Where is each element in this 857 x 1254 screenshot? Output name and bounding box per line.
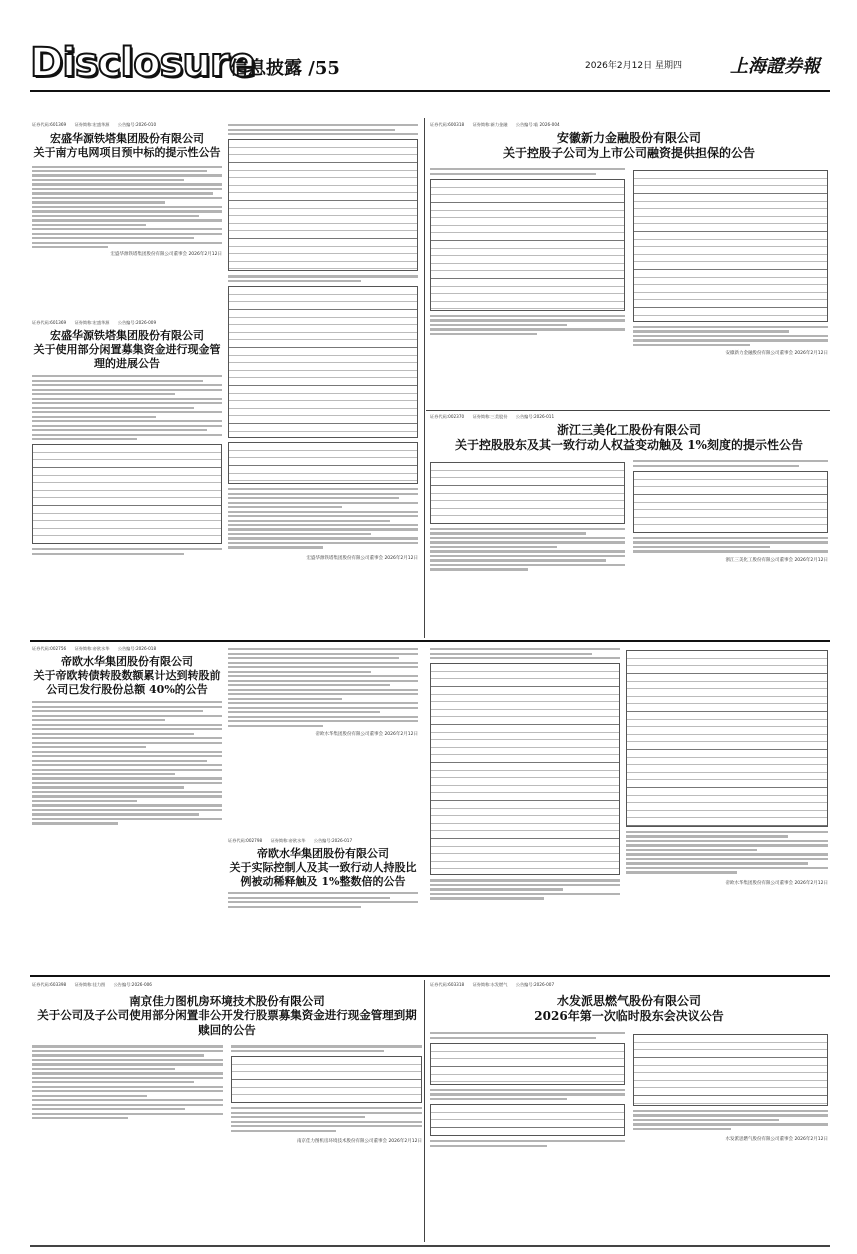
announcement-title: 关于控股股东及其一致行动人权益变动触及 1%刻度的提示性公告 xyxy=(455,438,803,452)
company-name: 浙江三美化工股份有限公司 xyxy=(556,423,701,437)
announcement-shuifa-meeting xyxy=(430,982,828,1242)
signature: 宏盛华源铁塔集团股份有限公司董事会 2026年2月12日 xyxy=(110,251,222,257)
announcement-title: 关于使用部分闲置募集资金进行现金管理的进展公告 xyxy=(33,342,221,370)
data-table xyxy=(430,462,625,524)
newspaper-name: 上海證券報 xyxy=(730,56,820,77)
announcement-meta: 证券代码:603398 证券简称:佳力图 公告编号:2026-006 xyxy=(32,982,152,987)
announcement-title: 关于公司及子公司使用部分闲置非公开发行股票募集资金进行现金管理到期赎回的公告 xyxy=(37,1008,417,1037)
signature: 安徽新力金融股份有限公司董事会 2026年2月12日 xyxy=(725,351,828,357)
announcement-title: 关于控股子公司为上市公司融资提供担保的公告 xyxy=(502,146,755,160)
signature: 浙江三美化工股份有限公司董事会 2026年2月12日 xyxy=(725,557,828,563)
band-divider xyxy=(30,975,830,977)
announcement-meta: 证券代码:601369 证券简称:宏盛华源 公告编号:2026-010 xyxy=(32,122,157,127)
announcement-xinli-guarantee xyxy=(430,122,828,407)
data-table xyxy=(228,139,418,271)
data-table xyxy=(633,170,828,322)
announcement-jialitu-redemption xyxy=(32,982,422,1242)
signature: 帝欧水华集团股份有限公司董事会 2026年2月12日 xyxy=(315,731,418,737)
company-name: 宏盛华源铁塔集团股份有限公司 xyxy=(50,132,204,145)
signature: 水发派思燃气股份有限公司董事会 2026年2月12日 xyxy=(725,1137,828,1143)
issue-date: 2026年2月12日 星期四 xyxy=(585,61,682,71)
section-title: 信息披露 /55 xyxy=(230,58,340,79)
announcement-title: 关于实际控制人及其一致行动人持股比例被动稀释触及 1%整数倍的公告 xyxy=(229,860,417,888)
announcement-meta: 证券代码:002370 证券简称:三美股份 公告编号:2026-011 xyxy=(430,414,555,419)
band-divider xyxy=(30,640,830,642)
announcement-meta: 证券代码:601369 证券简称:宏盛华源 公告编号:2026-009 xyxy=(32,320,157,325)
announcement-meta: 证券代码:600318 证券简称:新力金融 公告编号:临 2026-004 xyxy=(430,122,560,127)
data-table xyxy=(228,286,418,438)
data-table xyxy=(626,650,828,827)
data-table xyxy=(633,1034,828,1106)
data-table xyxy=(430,1043,625,1085)
announcement-meta: 证券代码:002756 证券简称:帝欧水华 公告编号:2026-018 xyxy=(32,646,157,651)
announcement-continuation xyxy=(228,646,418,836)
signature: 帝欧水华集团股份有限公司董事会 2026年2月12日 xyxy=(725,880,828,886)
data-table xyxy=(430,663,620,875)
announcement-sanmei-equity xyxy=(430,414,828,638)
announcement-title: 2026年第一次临时股东会决议公告 xyxy=(534,1009,724,1023)
announcement-diou-dilution xyxy=(228,838,418,971)
section-brand: Disclosure xyxy=(30,40,255,86)
company-name: 帝欧水华集团股份有限公司 xyxy=(61,655,193,668)
section-divider xyxy=(426,410,830,411)
company-name: 南京佳力图机房环境技术股份有限公司 xyxy=(129,994,325,1008)
data-table xyxy=(430,179,625,311)
announcement-title: 关于帝欧转债转股数额累计达到转股前公司已发行股份总额 40%的公告 xyxy=(33,668,221,696)
column-divider xyxy=(424,118,425,638)
signature: 宏盛华源铁塔集团股份有限公司董事会 2026年2月12日 xyxy=(306,555,418,561)
announcement-hongsheng-bid xyxy=(32,122,222,322)
announcement-continuation xyxy=(430,646,620,971)
company-name: 宏盛华源铁塔集团股份有限公司 xyxy=(50,329,204,342)
announcement-continuation xyxy=(626,646,828,971)
data-table xyxy=(231,1056,422,1103)
masthead xyxy=(30,42,830,92)
column-divider xyxy=(424,980,425,1242)
announcement-hongsheng-cash xyxy=(32,320,222,638)
announcement-meta: 证券代码:002798 证券简称:帝欧水华 公告编号:2026-017 xyxy=(228,838,353,843)
data-table xyxy=(32,444,222,544)
signature: 南京佳力图机房环境技术股份有限公司董事会 2026年2月12日 xyxy=(297,1138,422,1144)
announcement-meta: 证券代码:603318 证券简称:水发燃气 公告编号:2026-007 xyxy=(430,982,555,987)
data-table xyxy=(228,442,418,484)
announcement-title: 关于南方电网项目预中标的提示性公告 xyxy=(33,145,221,159)
announcement-continuation xyxy=(228,122,418,638)
announcement-diou-convertible xyxy=(32,646,222,971)
page-bottom-rule xyxy=(30,1245,830,1247)
data-table xyxy=(430,1104,625,1136)
data-table xyxy=(633,471,828,533)
company-name: 安徽新力金融股份有限公司 xyxy=(556,131,701,145)
company-name: 帝欧水华集团股份有限公司 xyxy=(257,847,389,860)
company-name: 水发派思燃气股份有限公司 xyxy=(556,994,701,1008)
